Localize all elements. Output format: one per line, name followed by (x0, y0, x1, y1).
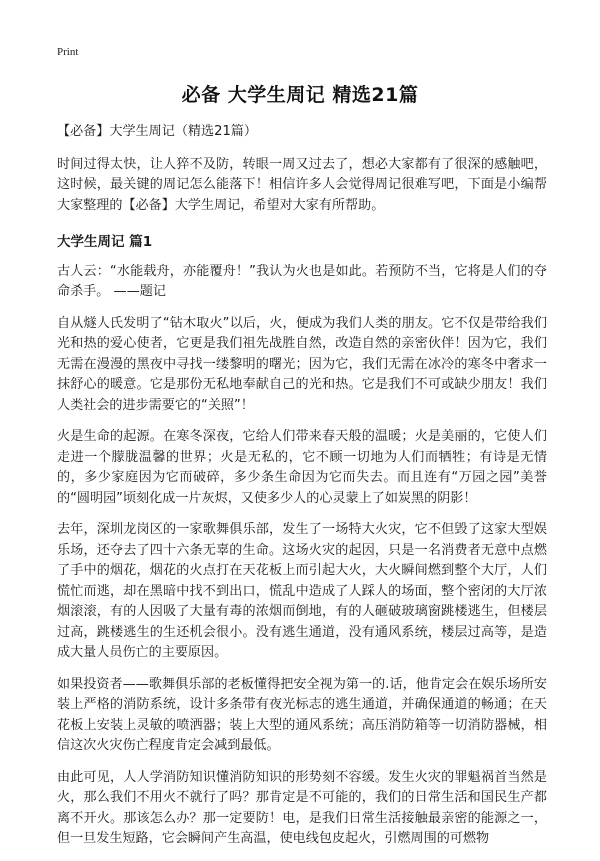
body-paragraph: 自从燧人氏发明了“钻木取火”以后，火，便成为我们人类的朋友。它不仅是带给我们光和热的爱心使者，它更是我们祖先战胜自然，改造自然的亲密伙伴！因为它，我们无需在漫漫的黑夜中寻找一缕黎明的曙光；因为它，我们无需在冰冷的寒冬中奢求一抹舒心的暖意。它是那份无私地奉献自己的光和热。它是我们不可或缺少朋友！我们人类社会的进步需要它的“关照”！ (57, 315, 547, 413)
page-title: 必备 大学生周记 精选21篇 (181, 84, 419, 106)
body-paragraph: 古人云：“水能载舟，亦能覆舟！”我认为火也是如此。若预防不当，它将是人们的夺命杀手。 ——题记 (57, 263, 547, 299)
intro-paragraph: 时间过得太快，让人猝不及防，转眼一周又过去了，想必大家都有了很深的感触吧，这时候，最关键的周记怎么能落下！相信许多人会觉得周记很难写吧，下面是小编帮大家整理的【必备】大学生周记，希望对大家有所帮助。 (57, 156, 547, 213)
section-heading: 大学生周记 篇1 (57, 234, 153, 250)
document-subtitle: 【必备】大学生周记（精选21篇） (57, 124, 257, 139)
body-paragraph: 由此可见，人人学消防知识懂消防知识的形势刻不容缓。发生火灾的罪魁祸首当然是火，那么我们不用火不就行了吗？那肯定是不可能的，我们的日常生活和国民生产都离不开火。那该怎么办？那一定要防！电，是我们日常生活接触最亲密的能源之一，但一旦发生短路，它会瞬间产生高温，使电线包皮起火，引燃周围的可燃物 (57, 769, 547, 846)
body-paragraph: 去年，深圳龙岗区的一家歌舞俱乐部，发生了一场特大火灾，它不但毁了这家大型娱乐场，还夺去了四十六条无辜的生命。这场火灾的起因，只是一名消费者无意中点燃了手中的烟花，烟花的火点打在天花板上而引起大火，大火瞬间燃到整个大厅，人们慌忙而逃，却在黑暗中找不到出口，慌乱中造成了人踩人的场面，整个密闭的大厅浓烟滚滚，有的人因吸了大量有毒的浓烟而倒地，有的人砸破玻璃窗跳楼逃生，但楼层过高，跳楼逃生的生还机会很小。没有逃生通道，没有通风系统，楼层过高等，是造成大量人员伤亡的主要原因。 (57, 522, 547, 660)
body-paragraph: 火是生命的起源。在寒冬深夜，它给人们带来春天般的温暖；火是美丽的，它使人们走进一个朦胧温馨的世界；火是无私的，它不顾一切地为人们而牺牲；有诗是无情的，多少家庭因为它而破碎，多少条生命因为它而失去。而且连有“万园之园”美誉的“圆明园”顷刻化成一片灰烬，又使多少人的心灵蒙上了如炭黑的阴影！ (57, 429, 547, 506)
document-body (57, 122, 547, 861)
body-paragraph: 如果投资者——歌舞俱乐部的老板懂得把安全视为第一的.话，他肯定会在娱乐场所安装上严格的消防系统，设计多条带有夜光标志的逃生通道，并确保通道的畅通；在天花板上安装上灵敏的喷洒器；装上大型的通风系统；高压消防箱等一切消防器械，相信这次火灾伤亡程度肯定会减到最低。 (57, 676, 547, 753)
print-label: Print (57, 46, 79, 58)
